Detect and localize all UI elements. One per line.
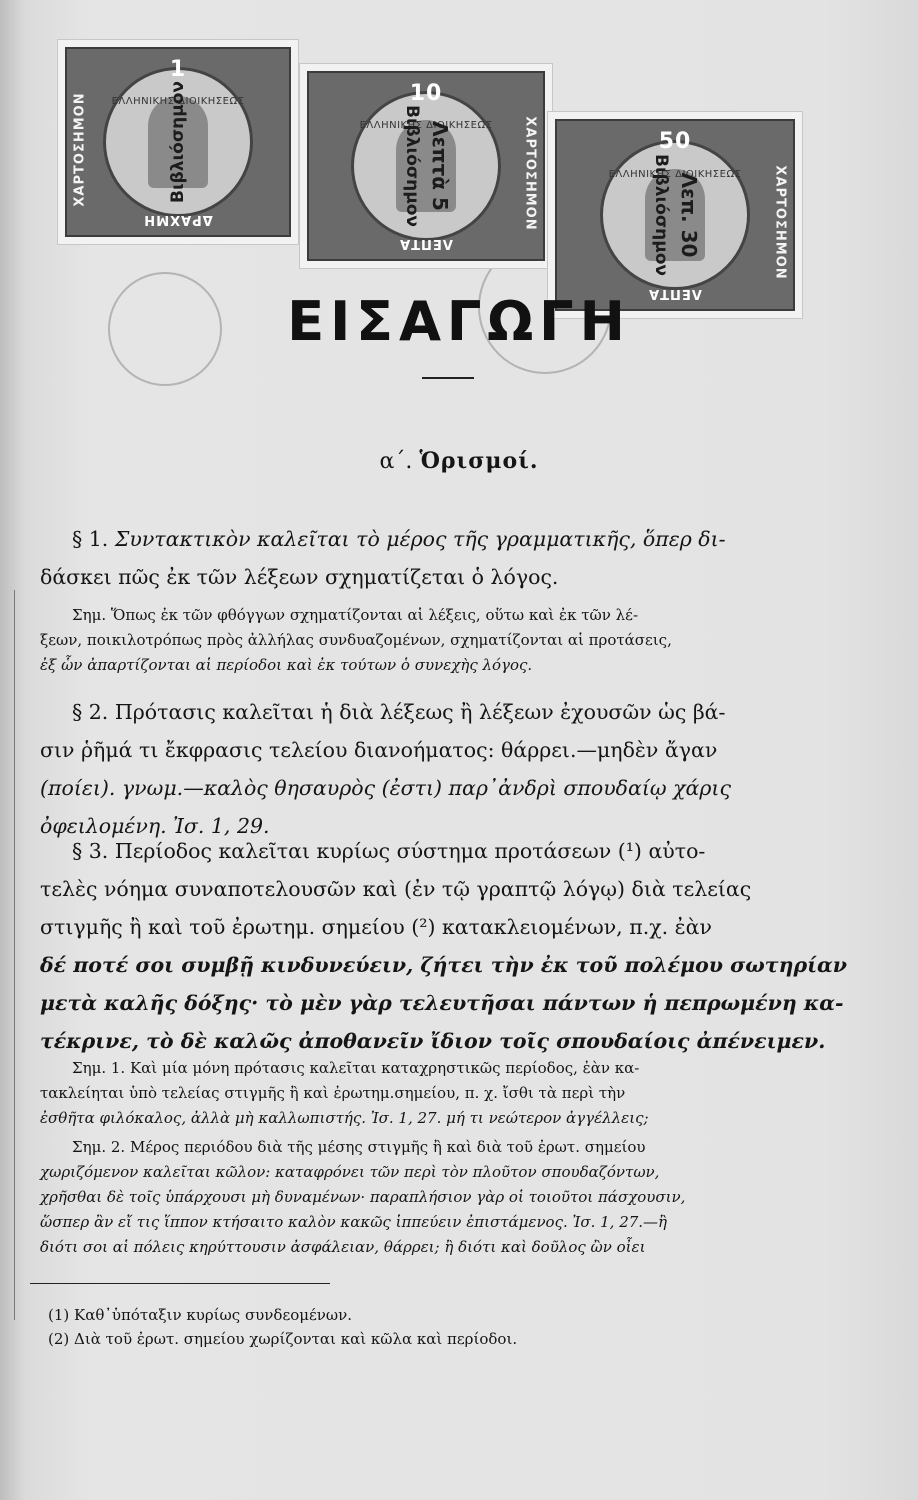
paragraph-3 (40, 832, 860, 1060)
stamp-value-word: ΛΕΠΤΑ (648, 286, 702, 301)
paragraph-2 (40, 693, 860, 845)
stamp-value-digit: 10 (409, 81, 443, 106)
note-line: ὥσπερ ἂν εἴ τις ἵππον κτήσαιτο καλὸν κακῶς ἱππεύειν ἐπιστάμενος. Ἰσ. 1, 27.—ἢ (40, 1213, 668, 1231)
stamp-value-digit: 1 (169, 57, 187, 82)
note-line: ἐσθῆτα φιλόκαλος, ἀλλὰ μὴ καλλωπιστής. Ἰσ. 1, 27. μή τι νεώτερον ἀγγέλλεις; (40, 1109, 649, 1127)
revenue-stamp-10-lepta (300, 64, 552, 268)
stamp-circle-text: ΕΛΛΗΝΙΚΗΣ ΔΙΟΙΚΗΣΕΩΣ (111, 96, 245, 107)
footnote-1: (1) Καθ᾽ὑπόταξιν κυρίως συνδεομένων. (48, 1306, 353, 1324)
line-text: Συντακτικὸν καλεῖται τὸ μέρος τῆς γραμματικῆς, ὅπερ δι- (114, 527, 726, 551)
note-line: τακλείηται ὑπὸ τελείας στιγμῆς ἢ καὶ ἐρωτημ.σημείου, π. χ. ἴσθι τὰ περὶ τὴν (40, 1084, 626, 1102)
stamp-medallion (351, 91, 501, 241)
stamp-side-word: ΧΑΡΤΟΣΗΜΟΝ (772, 165, 788, 280)
stamp-frame (65, 47, 291, 237)
paragraph-line (40, 693, 860, 731)
note-line: ξεων, ποικιλοτρόπως πρὸς ἀλλήλας συνδυαζομένων, σχηματίζονται αἱ προτάσεις, (40, 631, 672, 649)
stamp-circle-text: ΕΛΛΗΝΙΚΗΣ ΔΙΟΙΚΗΣΕΩΣ (608, 169, 742, 180)
section-title: Ὁρισμοί. (419, 448, 539, 474)
note-line: ἐξ ὧν ἀπαρτίζονται αἱ περίοδοι καὶ ἐκ τούτων ὁ συνεχὴς λόγος. (40, 656, 533, 674)
paragraph-line (40, 520, 860, 558)
revenue-stamp-1-drachma (58, 40, 298, 244)
paragraph-1 (40, 520, 860, 596)
page-title: ΕΙΣΑΓΩΓΗ (287, 290, 631, 353)
note-line: χωριζόμενον καλεῖται κῶλον: καταφρόνει τῶν περὶ τὸν πλοῦτον σπουδαζόντων, (40, 1163, 660, 1181)
section-heading (0, 448, 918, 474)
paragraph-line: (ποίει). γνωμ.—καλὸς θησαυρὸς (ἐστι) παρ᾽ἀνδρὶ σπουδαίῳ χάρις (40, 776, 731, 800)
stamp-side-word: ΧΑΡΤΟΣΗΜΟΝ (522, 116, 538, 231)
paragraph-line: δέ ποτέ σοι συμβῇ κινδυνεύειν, ζήτει τὴν ἐκ τοῦ πολέμου σωτηρίαν (40, 953, 848, 977)
note-3 (40, 1135, 860, 1260)
title-rule (422, 377, 474, 379)
footnotes (48, 1303, 748, 1351)
paragraph-mark: § 1. (72, 527, 109, 551)
note-line: χρῆσθαι δὲ τοῖς ὑπάρχουσι μὴ δυναμένων· παραπλήσιον γὰρ οἱ τοιοῦτοι πάσχουσιν, (40, 1188, 686, 1206)
footnote-rule (30, 1283, 330, 1284)
stamp-medallion (600, 140, 750, 290)
stamp-overprint-value: Λεπτὰ 5 (428, 121, 452, 211)
paragraph-line: τέκρινε, τὸ δὲ καλῶς ἀποθανεῖν ἴδιον τοῖς σπουδαίοις ἀπένειμεν. (40, 1029, 826, 1053)
paragraph-line: ὀφειλομένη. Ἰσ. 1, 29. (40, 814, 270, 838)
stamp-circle-text: ΕΛΛΗΝΙΚΗΣ ΔΙΟΙΚΗΣΕΩΣ (359, 120, 493, 131)
stamp-frame (307, 71, 545, 261)
stamp-value-word: ΛΕΠΤΑ (399, 236, 453, 251)
stamp-overprint: Βιβλιόσημον (651, 154, 671, 276)
footnote-2: (2) Διὰ τοῦ ἐρωτ. σημείου χωρίζονται καὶ κῶλα καὶ περίοδοι. (48, 1330, 518, 1348)
note-1 (40, 603, 860, 678)
line-text: Πρότασις καλεῖται ἡ διὰ λέξεως ἢ λέξεων ἐχουσῶν ὡς βά- (114, 700, 726, 724)
revenue-stamp-50-lepta (548, 112, 802, 318)
paragraph-mark: § 2. (72, 700, 109, 724)
paragraph-line (40, 832, 860, 870)
line-text: Περίοδος καλεῖται κυρίως σύστημα προτάσεων (¹) αὐτο- (114, 839, 706, 863)
paragraph-line: τελὲς νόημα συναποτελουσῶν καὶ (ἐν τῷ γραπτῷ λόγῳ) διὰ τελείας (40, 877, 752, 901)
paragraph-line: δάσκει πῶς ἐκ τῶν λέξεων σχηματίζεται ὁ λόγος. (40, 565, 559, 589)
paragraph-line: στιγμῆς ἢ καὶ τοῦ ἐρωτημ. σημείου (²) κατακλειομένων, π.χ. ἐὰν (40, 915, 712, 939)
stamp-side-word: ΧΑΡΤΟΣΗΜΟΝ (72, 92, 88, 207)
note-line: Σημ. Ὅπως ἐκ τῶν φθόγγων σχηματίζονται αἱ λέξεις, οὕτω καὶ ἐκ τῶν λέ- (72, 606, 639, 624)
stamp-value-digit: 50 (658, 129, 692, 154)
paragraph-line: σιν ῥῆμά τι ἔκφρασις τελείου διανοήματος: θάρρει.—μηδὲν ἄγαν (40, 738, 718, 762)
section-number: α΄. (379, 449, 413, 474)
note-line: Σημ. 1. Καὶ μία μόνη πρότασις καλεῖται καταχρηστικῶς περίοδος, ἐὰν κα- (72, 1059, 640, 1077)
paragraph-line: μετὰ καλῆς δόξης· τὸ μὲν γὰρ τελευτῆσαι πάντων ἡ πεπρωμένη κα- (40, 991, 844, 1015)
stamp-frame (555, 119, 795, 311)
note-line: Σημ. 2. Μέρος περιόδου διὰ τῆς μέσης στιγμῆς ἢ καὶ διὰ τοῦ ἐρωτ. σημείου (72, 1138, 646, 1156)
stamp-overprint: Βιβλιόσημον (168, 81, 188, 203)
note-2 (40, 1056, 860, 1131)
paragraph-mark: § 3. (72, 839, 109, 863)
margin-line (14, 590, 15, 1320)
stamp-value-word: ΔΡΑΧΜΗ (143, 212, 213, 227)
stamp-overprint-value: Λεπ. 30 (677, 172, 701, 258)
note-line: διότι σοι αἱ πόλεις κηρύττουσιν ἀσφάλειαν, θάρρει; ἢ διότι καὶ δοῦλος ὢν οἶει (40, 1238, 646, 1256)
stamp-overprint: Βιβλιόσημον (402, 105, 422, 227)
page-spine-shadow (0, 0, 26, 1500)
